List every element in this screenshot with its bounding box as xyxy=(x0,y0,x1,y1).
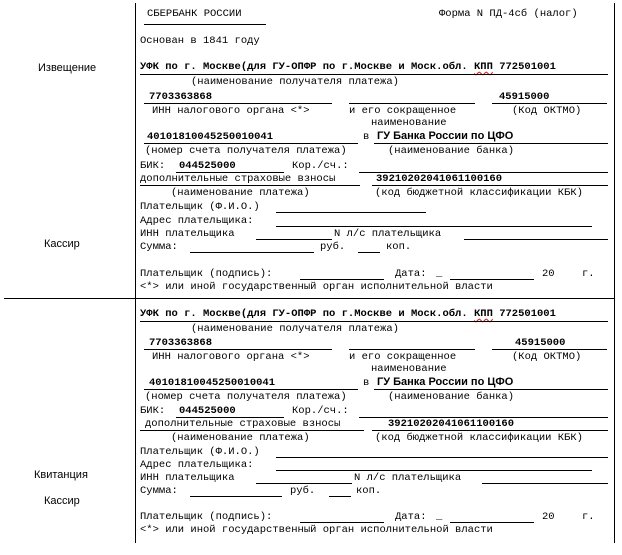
right-border xyxy=(614,3,615,543)
bank-value-2: ГУ Банка России по ЦФО xyxy=(377,376,514,388)
date-rule xyxy=(450,279,534,280)
short-name-caption-2-2: наименование xyxy=(371,363,447,375)
receipt-label: Квитанция xyxy=(34,469,88,481)
account-value: 40101810045250010041 xyxy=(147,131,274,143)
signature-rule xyxy=(300,279,384,280)
payer-address-label-2: Адрес плательщика: xyxy=(140,459,254,471)
recipient-rule xyxy=(140,74,608,75)
payer-fio-rule-2 xyxy=(276,457,608,458)
cashier-label-top: Кассир xyxy=(44,238,80,250)
payer-ls-rule xyxy=(464,239,608,240)
payment-name-2: дополнительные страховые взносы xyxy=(145,418,341,430)
payment-form xyxy=(4,3,617,543)
inn-caption: ИНН налогового органа <*> xyxy=(152,105,310,117)
date-label: Дата: xyxy=(395,268,427,280)
bank-caption: (наименование банка) xyxy=(388,145,515,157)
recipient-caption-2: (наименование получателя платежа) xyxy=(191,323,399,335)
payment-rule xyxy=(140,185,360,186)
short-name-rule xyxy=(349,103,475,104)
oktmo-value: 45915000 xyxy=(499,91,550,103)
corr-label-2: Кор./сч.: xyxy=(292,405,349,417)
kop-label: коп. xyxy=(386,241,412,253)
bik-label: БИК: xyxy=(140,160,166,172)
notice-label: Извещение xyxy=(38,62,97,74)
vertical-divider xyxy=(135,3,136,543)
short-name-caption-1: и его сокращенное xyxy=(349,105,457,117)
kbk-caption-2: (код бюджетной классификации КБК) xyxy=(375,432,583,444)
footnote-2: <*> или иной государственный орган исполнительной власти xyxy=(140,524,493,536)
inn-value: 7703363868 xyxy=(149,91,213,103)
bank-caption-2: (наименование банка) xyxy=(388,391,515,403)
bank-name: СБЕРБАНК РОССИИ xyxy=(147,8,242,20)
footnote: <*> или иной государственный орган исполнительной власти xyxy=(140,281,493,293)
payer-inn-rule-2 xyxy=(256,483,352,484)
inn-value-2: 7703363868 xyxy=(149,337,213,349)
payer-ls-label-2: N л/с плательщика xyxy=(354,472,462,484)
sum-rub-rule xyxy=(190,252,314,253)
payment-name: дополнительные страховые взносы xyxy=(140,173,336,185)
inn-rule-2 xyxy=(144,349,332,350)
payment-caption-2: (наименование платежа) xyxy=(171,432,310,444)
account-value-2: 40101810045250010041 xyxy=(149,377,276,389)
signature-label-2: Плательщик (подпись): xyxy=(140,511,273,523)
oktmo-caption: (Код ОКТМО) xyxy=(512,105,582,117)
payer-address-rule xyxy=(276,226,592,227)
rub-label: руб. xyxy=(320,241,346,253)
kbk-caption: (код бюджетной классификации КБК) xyxy=(375,187,583,199)
form-code: Форма N ПД-4сб (налог) xyxy=(439,8,578,20)
year-suffix: г. xyxy=(582,268,595,280)
sum-kop-rule-2 xyxy=(329,496,351,497)
founded-line: Основан в 1841 году xyxy=(140,35,260,47)
recipient-caption: (наименование получателя платежа) xyxy=(191,76,399,88)
rub-label-2: руб. xyxy=(290,485,316,497)
recipient-name-2: УФК по г. Москве(для ГУ-ОПФР по г.Москве и Моск.обл. КПП 772501001 xyxy=(140,308,556,320)
date-label-2: Дата: xyxy=(395,511,427,523)
account-caption-2: (номер счета получателя платежа) xyxy=(145,391,347,403)
inn-caption-2: ИНН налогового органа <*> xyxy=(152,351,310,363)
oktmo-rule-2 xyxy=(492,349,607,350)
signature-rule-2 xyxy=(300,522,384,523)
payer-fio-rule xyxy=(276,212,426,213)
year-label: 20 xyxy=(542,268,555,280)
sum-label: Сумма: xyxy=(140,241,178,253)
bank-rule xyxy=(374,143,608,144)
signature-label: Плательщик (подпись): xyxy=(140,268,273,280)
payer-address-rule-2 xyxy=(276,470,592,471)
header-rule xyxy=(144,24,266,25)
payer-fio-label-2: Плательщик (Ф.И.О.) xyxy=(140,446,260,458)
sum-label-2: Сумма: xyxy=(140,485,178,497)
kop-label-2: коп. xyxy=(356,485,382,497)
corr-label: Кор./сч.: xyxy=(292,160,349,172)
bik-label-2: БИК: xyxy=(140,405,166,417)
year-suffix-2: г. xyxy=(582,511,595,523)
short-name-caption-2: наименование xyxy=(371,117,447,129)
kbk-value-2: 39210202041061100160 xyxy=(388,418,515,430)
date-rule-2 xyxy=(450,522,534,523)
kbk-value: 39210202041061100160 xyxy=(376,173,503,185)
cashier-label-bottom: Кассир xyxy=(44,495,80,507)
recipient-name: УФК по г. Москве(для ГУ-ОПФР по г.Москве и Моск.обл. КПП 772501001 xyxy=(140,61,556,73)
kbk-rule-2 xyxy=(372,430,608,431)
payer-address-label: Адрес плательщика: xyxy=(140,215,254,227)
bank-value: ГУ Банка России по ЦФО xyxy=(377,130,514,142)
payer-ls-label: N л/с плательщика xyxy=(334,228,442,240)
sum-rub-rule-2 xyxy=(190,496,282,497)
oktmo-rule xyxy=(492,103,607,104)
in-label: в xyxy=(363,131,370,143)
kbk-rule xyxy=(372,185,608,186)
bik-value: 044525000 xyxy=(179,160,236,172)
short-name-caption-1-2: и его сокращенное xyxy=(349,351,457,363)
payment-caption: (наименование платежа) xyxy=(171,187,310,199)
inn-rule xyxy=(144,103,332,104)
section-divider xyxy=(4,298,615,299)
oktmo-caption-2: (Код ОКТМО) xyxy=(512,351,582,363)
payer-inn-label: ИНН плательщика xyxy=(140,228,235,240)
oktmo-value-2: 45915000 xyxy=(515,337,566,349)
payer-ls-rule-2 xyxy=(482,483,608,484)
payer-inn-rule xyxy=(256,239,332,240)
date-day: _ xyxy=(436,268,443,280)
recipient-rule-2 xyxy=(140,321,608,322)
bik-value-2: 044525000 xyxy=(179,405,236,417)
payment-rule-2 xyxy=(140,430,364,431)
payer-inn-label-2: ИНН плательщика xyxy=(140,472,235,484)
account-caption: (номер счета получателя платежа) xyxy=(145,145,347,157)
payer-fio-label: Плательщик (Ф.И.О.) xyxy=(140,201,260,213)
date-day-2: _ xyxy=(436,511,443,523)
account-rule xyxy=(144,143,358,144)
sum-kop-rule xyxy=(358,252,380,253)
account-rule-2 xyxy=(144,389,358,390)
short-name-rule-2 xyxy=(349,349,475,350)
in-label-2: в xyxy=(363,377,370,389)
year-label-2: 20 xyxy=(542,511,555,523)
bank-rule-2 xyxy=(374,389,608,390)
